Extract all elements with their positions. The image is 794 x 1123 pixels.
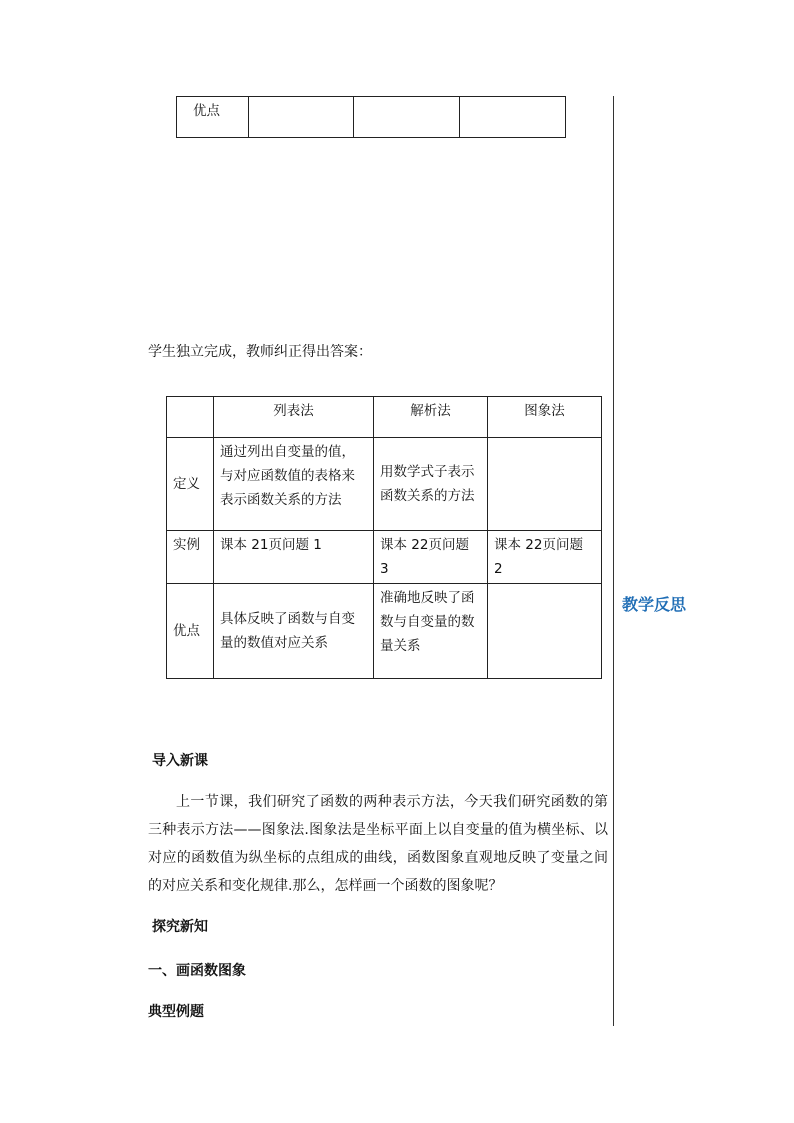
table-cell: 课本 22页问题 3 <box>374 531 488 584</box>
table-row <box>167 584 602 679</box>
table-cell: 准确地反映了函数与自变量的数量关系 <box>374 584 488 679</box>
top-table-cell <box>460 97 566 138</box>
subsection-draw-graph: 一、画函数图象 <box>148 963 246 979</box>
table-row <box>167 531 602 584</box>
table-cell: 课本 22页问题 2 <box>488 531 602 584</box>
section-heading-new-lesson: 导入新课 <box>152 753 208 769</box>
table-cell: 用数学式子表示函数关系的方法 <box>374 438 488 531</box>
answer-table <box>166 396 602 679</box>
header-cell: 列表法 <box>214 397 374 438</box>
header-cell <box>167 397 214 438</box>
row-label: 优点 <box>167 584 214 679</box>
header-cell: 解析法 <box>374 397 488 438</box>
table-cell <box>488 438 602 531</box>
table-row <box>167 438 602 531</box>
row-label: 定义 <box>167 438 214 531</box>
top-table-row-label: 优点 <box>177 97 249 138</box>
section-heading-explore: 探究新知 <box>152 919 208 935</box>
table-cell: 具体反映了函数与自变量的数值对应关系 <box>214 584 374 679</box>
table-cell: 通过列出自变量的值，与对应函数值的表格来表示函数关系的方法 <box>214 438 374 531</box>
top-table-cell <box>354 97 460 138</box>
new-lesson-paragraph: 上一节课，我们研究了函数的两种表示方法，今天我们研究函数的第三种表示方法——图象法.图象法是坐标平面上以自变量的值为横坐标、以对应的函数值为纵坐标的点组成的曲线，函数图象直观地反映了变量之间的对应关系和变化规律.那么，怎样画一个函数的图象呢？ <box>148 794 608 894</box>
header-cell: 图象法 <box>488 397 602 438</box>
top-table-cell <box>248 97 354 138</box>
row-label: 实例 <box>167 531 214 584</box>
table-cell <box>488 584 602 679</box>
top-table <box>176 96 566 138</box>
table-cell: 课本 21页问题 1 <box>214 531 374 584</box>
intro-line: 学生独立完成，教师纠正得出答案： <box>148 344 372 360</box>
teaching-reflection-label: 教学反思 <box>622 595 687 614</box>
table-header-row <box>167 397 602 438</box>
margin-divider <box>613 96 614 1026</box>
subsection-example: 典型例题 <box>148 1004 204 1020</box>
